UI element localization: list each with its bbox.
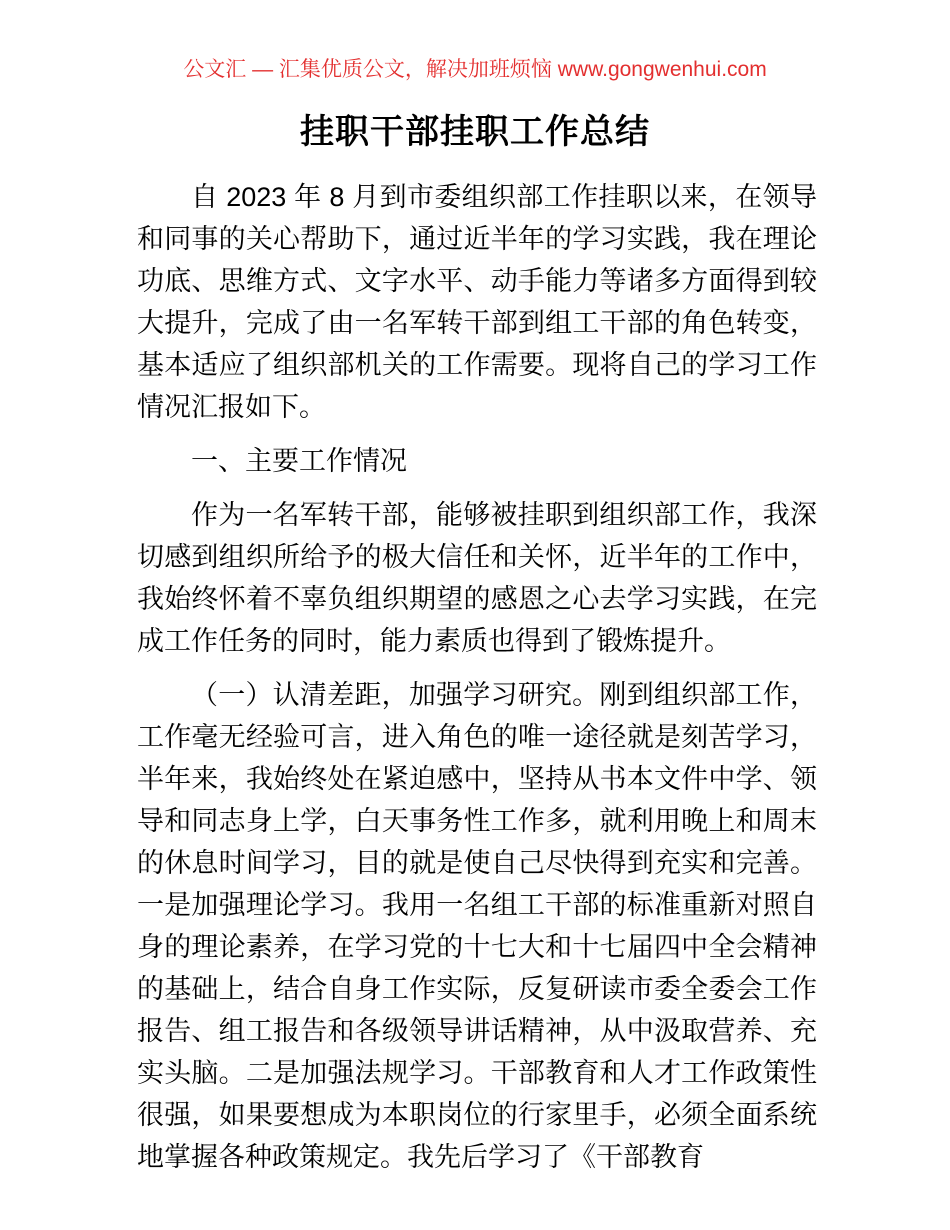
watermark-text: 公文汇 — 汇集优质公文，解决加班烦恼 www.gongwenhui.com xyxy=(183,58,767,81)
paragraph-work-overview: 作为一名军转干部，能够被挂职到组织部工作，我深切感到组织所给予的极大信任和关怀，近半年的工作中，我始终怀着不辜负组织期望的感恩之心去学习实践，在完成工作任务的同时，能力素质也得到了锻炼提升。 xyxy=(137,500,817,656)
section-heading-main-work: 一、主要工作情况 xyxy=(191,446,407,476)
page-title: 挂职干部挂职工作总结 xyxy=(300,113,650,151)
paragraph-study-research: （一）认清差距，加强学习研究。刚到组织部工作，工作毫无经验可言，进入角色的唯一途径就是刻苦学习，半年来，我始终处在紧迫感中，坚持从书本文件中学、领导和同志身上学，白天事务性工作多，就利用晚上和周末的休息时间学习，目的就是使自己尽快得到充实和完善。一是加强理论学习。我用一名组工干部的标准重新对照自身的理论素养，在学习党的十七大和十七届四中全会精神的基础上，结合自身工作实际，反复研读市委全委会工作报告、组工报告和各级领导讲话精神，从中汲取营养、充实头脑。二是加强法规学习。干部教育和人才工作政策性很强，如果要想成为本职岗位的行家里手，必须全面系统地掌握各种政策规定。我先后学习了《干部教育 xyxy=(137,680,817,1172)
paragraph-intro: 自 2023 年 8 月到市委组织部工作挂职以来，在领导和同事的关心帮助下，通过近半年的学习实践，我在理论功底、思维方式、文字水平、动手能力等诸多方面得到较大提升，完成了由一名军转干部到组工干部的角色转变，基本适应了组织部机关的工作需要。现将自己的学习工作情况汇报如下。 xyxy=(137,182,817,422)
document-body xyxy=(137,176,817,1190)
